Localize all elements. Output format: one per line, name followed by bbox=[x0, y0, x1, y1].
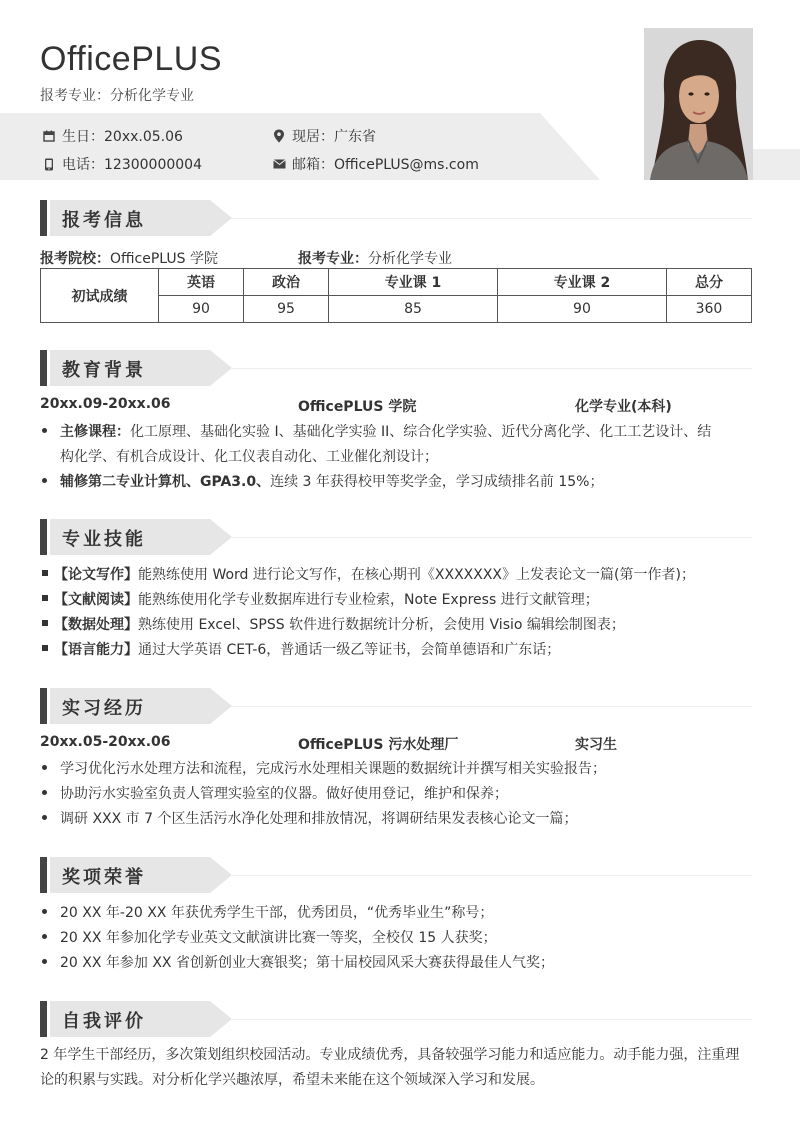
mobile-phone-icon bbox=[42, 157, 56, 171]
list-item bbox=[40, 782, 752, 807]
table-header-cell: 英语 bbox=[159, 269, 244, 296]
internship-item: 协助污水实验室负责人管理实验室的仪器。做好使用登记，维护和保养； bbox=[60, 786, 508, 802]
internship-period: 20xx.05-20xx.06 bbox=[40, 734, 171, 750]
bullet-square bbox=[42, 645, 48, 651]
section-header-internship bbox=[40, 688, 752, 724]
section-title: 教育背景 bbox=[62, 360, 146, 381]
band-corner bbox=[540, 113, 600, 180]
table-header-cell: 政治 bbox=[244, 269, 329, 296]
table-cell: 85 bbox=[329, 296, 498, 323]
bullet-dot bbox=[42, 934, 47, 939]
list-item bbox=[40, 613, 752, 638]
bullet-dot bbox=[42, 815, 47, 820]
section-divider bbox=[232, 537, 752, 538]
email-text: 邮箱：OfficePLUS@ms.com bbox=[292, 157, 479, 173]
section-divider bbox=[232, 875, 752, 876]
table-row bbox=[41, 269, 752, 296]
award-item: 20 XX 年参加化学专业英文文献演讲比赛一等奖，全校仅 15 人获奖； bbox=[60, 930, 497, 946]
internship-role: 实习生 bbox=[575, 737, 617, 753]
skill-text: 通过大学英语 CET-6，普通话一级乙等证书，会简单德语和广东话； bbox=[138, 642, 561, 658]
apply-major bbox=[298, 248, 452, 268]
table-cell: 90 bbox=[159, 296, 244, 323]
apply-school bbox=[40, 248, 218, 268]
list-item bbox=[40, 926, 752, 951]
bullet-dot bbox=[42, 428, 47, 433]
birthday-item bbox=[42, 126, 183, 146]
table-cell: 95 bbox=[244, 296, 329, 323]
phone-item bbox=[42, 154, 202, 174]
section-bar bbox=[40, 1001, 47, 1037]
section-divider bbox=[232, 368, 752, 369]
subtitle-label: 报考专业： bbox=[40, 88, 110, 104]
table-cell: 90 bbox=[497, 296, 666, 323]
award-item: 20 XX 年-20 XX 年获优秀学生干部，优秀团员，“优秀毕业生”称号； bbox=[60, 905, 494, 921]
section-title: 报考信息 bbox=[62, 210, 146, 231]
residence-item bbox=[272, 126, 376, 146]
list-item bbox=[40, 901, 752, 926]
courses-line1: 化工原理、基础化实验 I、基础化学实验 II、综合化学实验、近代分离化学、化工工艺设计、结 bbox=[130, 424, 712, 440]
table-header-cell: 专业课 2 bbox=[497, 269, 666, 296]
bullet-dot bbox=[42, 478, 47, 483]
section-bar bbox=[40, 857, 47, 893]
courses-label: 主修课程： bbox=[60, 424, 130, 440]
bullet-square bbox=[42, 620, 48, 626]
list-item bbox=[40, 638, 752, 663]
email-item bbox=[272, 154, 479, 174]
location-pin-icon bbox=[272, 129, 286, 143]
skill-text: 能熟练使用 Word 进行论文写作，在核心期刊《XXXXXXX》上发表论文一篇(第一作者)； bbox=[138, 567, 695, 583]
profile-photo bbox=[644, 28, 753, 180]
apply-school-label: 报考院校： bbox=[40, 251, 110, 267]
skill-label: 【文献阅读】 bbox=[54, 592, 138, 608]
skill-label: 【语言能力】 bbox=[54, 642, 138, 658]
bullet-square bbox=[42, 570, 48, 576]
section-header-awards bbox=[40, 857, 752, 893]
subtitle-value: 分析化学专业 bbox=[110, 88, 194, 104]
subtitle bbox=[40, 85, 194, 105]
phone-text: 电话：12300000004 bbox=[62, 157, 202, 173]
apply-school-value: OfficePLUS 学院 bbox=[110, 251, 218, 267]
list-item bbox=[40, 951, 752, 976]
envelope-icon bbox=[272, 157, 286, 171]
list-item bbox=[40, 470, 752, 495]
apply-major-value: 分析化学专业 bbox=[368, 251, 452, 267]
section-bar bbox=[40, 350, 47, 386]
score-table bbox=[40, 268, 752, 323]
section-header-education bbox=[40, 350, 752, 386]
calendar-icon bbox=[42, 129, 56, 143]
section-bar bbox=[40, 519, 47, 555]
self-evaluation-text: 2 年学生干部经历，多次策划组织校园活动。专业成绩优秀，具备较强学习能力和适应能力。动手能力强，注重理论的积累与实践。对分析化学兴趣浓厚，希望未来能在这个领域深入学习和发展。 bbox=[40, 1047, 740, 1088]
education-period: 20xx.09-20xx.06 bbox=[40, 396, 171, 412]
internship-item: 学习优化污水处理方法和流程，完成污水处理相关课题的数据统计并撰写相关实验报告； bbox=[60, 761, 606, 777]
birthday-text: 生日：20xx.05.06 bbox=[62, 129, 183, 145]
table-cell: 360 bbox=[666, 296, 751, 323]
education-school: OfficePLUS 学院 bbox=[298, 399, 417, 415]
bullet-dot bbox=[42, 765, 47, 770]
internship-company: OfficePLUS 污水处理厂 bbox=[298, 737, 459, 753]
skill-text: 熟练使用 Excel、SPSS 软件进行数据统计分析，会使用 Visio 编辑绘制图表； bbox=[138, 617, 625, 633]
residence-text: 现居：广东省 bbox=[292, 129, 376, 145]
list-item bbox=[40, 420, 752, 470]
education-major: 化学专业(本科) bbox=[575, 399, 672, 415]
table-header-cell: 总分 bbox=[666, 269, 751, 296]
skill-label: 【数据处理】 bbox=[54, 617, 138, 633]
section-divider bbox=[232, 218, 752, 219]
section-divider bbox=[232, 1019, 752, 1020]
courses-content bbox=[60, 420, 752, 470]
apply-major-label: 报考专业： bbox=[298, 251, 368, 267]
minor-label: 辅修第二专业计算机、GPA3.0、 bbox=[60, 474, 271, 490]
courses-line2: 构化学、有机合成设计、化工仪表自动化、工业催化剂设计； bbox=[60, 449, 438, 465]
bullet-dot bbox=[42, 909, 47, 914]
internship-item: 调研 XXX 市 7 个区生活污水净化处理和排放情况，将调研结果发表核心论文一篇； bbox=[60, 811, 578, 827]
minor-content bbox=[60, 470, 752, 495]
section-title: 奖项荣誉 bbox=[62, 867, 146, 888]
table-row-label: 初试成绩 bbox=[41, 269, 159, 323]
award-item: 20 XX 年参加 XX 省创新创业大赛银奖；第十届校园风采大赛获得最佳人气奖； bbox=[60, 955, 554, 971]
section-bar bbox=[40, 688, 47, 724]
section-header-skills bbox=[40, 519, 752, 555]
section-bar bbox=[40, 200, 47, 236]
section-title: 专业技能 bbox=[62, 529, 146, 550]
section-header-self bbox=[40, 1001, 752, 1037]
section-header-apply bbox=[40, 200, 752, 236]
bullet-dot bbox=[42, 959, 47, 964]
candidate-name: OfficePLUS bbox=[40, 40, 223, 78]
list-item bbox=[40, 757, 752, 782]
list-item bbox=[40, 807, 752, 832]
skill-text: 能熟练使用化学专业数据库进行专业检索，Note Express 进行文献管理； bbox=[138, 592, 599, 608]
bullet-dot bbox=[42, 790, 47, 795]
skill-label: 【论文写作】 bbox=[54, 567, 138, 583]
section-divider bbox=[232, 706, 752, 707]
minor-text: 连续 3 年获得校甲等奖学金，学习成绩排名前 15%； bbox=[270, 474, 604, 490]
table-header-cell: 专业课 1 bbox=[329, 269, 498, 296]
bullet-square bbox=[42, 595, 48, 601]
section-title: 实习经历 bbox=[62, 698, 146, 719]
list-item bbox=[40, 588, 752, 613]
section-title: 自我评价 bbox=[62, 1011, 146, 1032]
list-item bbox=[40, 563, 752, 588]
